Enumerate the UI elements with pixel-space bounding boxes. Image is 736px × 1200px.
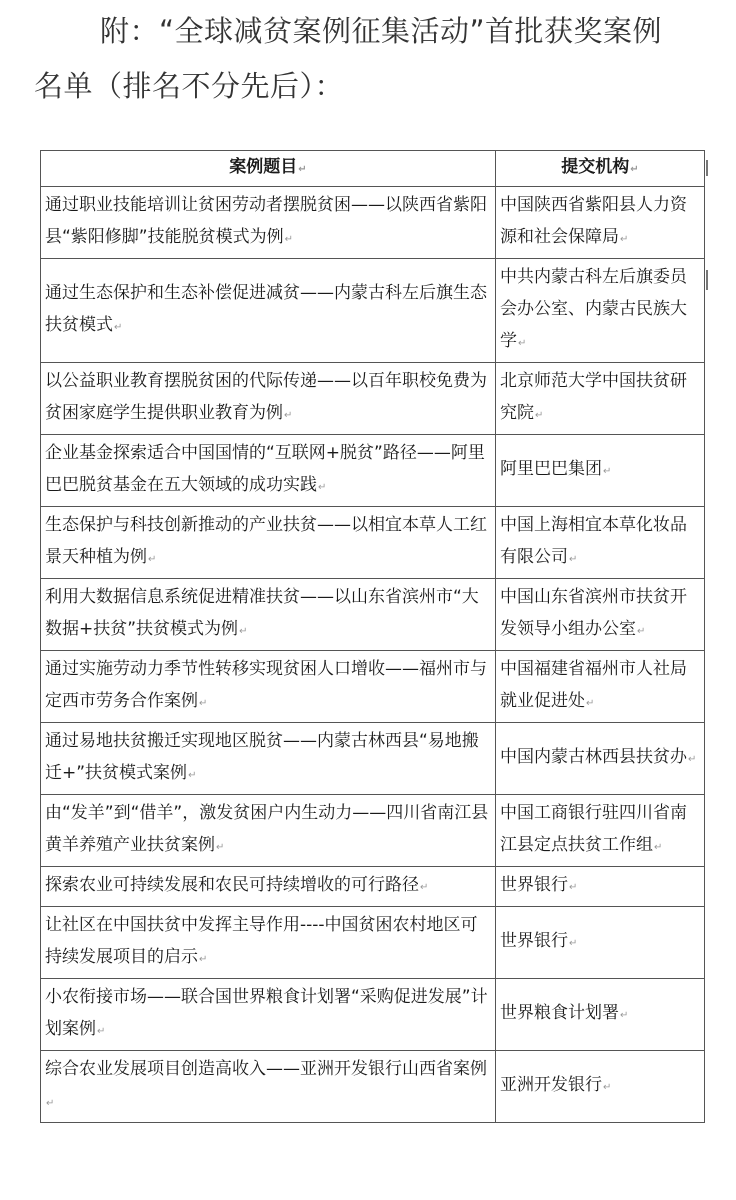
paragraph-mark-icon: ↵ bbox=[620, 1010, 629, 1021]
paragraph-mark-icon: ↵ bbox=[284, 234, 294, 245]
paragraph-mark-icon: ↵ bbox=[318, 482, 327, 493]
paragraph-mark-icon: ↵ bbox=[216, 842, 225, 853]
organization-cell bbox=[496, 435, 705, 507]
table-row bbox=[41, 1051, 705, 1123]
table-edge-mark bbox=[706, 270, 708, 290]
paragraph-mark-icon: ↵ bbox=[114, 322, 123, 333]
organization-cell-text: 中国上海相宜本草化妆品有限公司 bbox=[500, 515, 687, 567]
case-title-cell bbox=[41, 651, 496, 723]
organization-cell bbox=[496, 579, 705, 651]
case-title-cell-text: 通过实施劳动力季节性转移实现贫困人口增收——福州市与定西市劳务合作案例 bbox=[45, 659, 487, 711]
organization-cell bbox=[496, 979, 705, 1051]
paragraph-mark-icon: ↵ bbox=[97, 1026, 106, 1037]
table-header-row bbox=[41, 151, 705, 187]
case-title-cell bbox=[41, 187, 496, 259]
column-header-organization bbox=[496, 151, 705, 187]
table-row bbox=[41, 363, 705, 435]
table-row bbox=[41, 435, 705, 507]
organization-cell bbox=[496, 1051, 705, 1123]
table-row bbox=[41, 579, 705, 651]
case-title-cell-text: 通过生态保护和生态补偿促进减贫——内蒙古科左后旗生态扶贫模式 bbox=[45, 283, 487, 335]
table-row bbox=[41, 259, 705, 363]
organization-cell-text: 中国福建省福州市人社局就业促进处 bbox=[500, 659, 687, 711]
case-title-cell-text: 由“发羊”到“借羊”，激发贫困户内生动力——四川省南江县黄羊养殖产业扶贫案例 bbox=[45, 803, 489, 855]
header-text: 案例题目 bbox=[229, 157, 298, 177]
paragraph-mark-icon: ↵ bbox=[46, 1098, 55, 1109]
paragraph-mark-icon: ↵ bbox=[535, 410, 544, 421]
paragraph-mark-icon: ↵ bbox=[637, 626, 646, 637]
case-title-cell-text: 探索农业可持续发展和农民可持续增收的可行路径 bbox=[45, 875, 419, 895]
organization-cell-text: 阿里巴巴集团 bbox=[500, 459, 602, 479]
paragraph-mark-icon: ↵ bbox=[569, 882, 578, 893]
table-row bbox=[41, 907, 705, 979]
organization-cell bbox=[496, 507, 705, 579]
organization-cell-text: 世界银行 bbox=[500, 875, 568, 895]
table-row bbox=[41, 795, 705, 867]
organization-cell bbox=[496, 651, 705, 723]
table-body bbox=[41, 187, 705, 1123]
table-row bbox=[41, 723, 705, 795]
case-title-cell bbox=[41, 723, 496, 795]
case-title-cell bbox=[41, 363, 496, 435]
organization-cell-text: 中国工商银行驻四川省南江县定点扶贫工作组 bbox=[500, 803, 687, 855]
paragraph-mark-icon: ↵ bbox=[284, 410, 293, 421]
paragraph-mark-icon: ↵ bbox=[603, 1082, 612, 1093]
organization-cell-text: 亚洲开发银行 bbox=[500, 1075, 602, 1095]
paragraph-mark-icon: ↵ bbox=[148, 554, 157, 565]
heading-line-2: 名单（排名不分先后）： bbox=[34, 69, 345, 103]
paragraph-mark-icon: ↵ bbox=[239, 626, 248, 637]
table-row bbox=[41, 979, 705, 1051]
case-title-cell-text: 以公益职业教育摆脱贫困的代际传递——以百年职校免费为贫困家庭学生提供职业教育为例 bbox=[45, 371, 487, 423]
column-header-case-title bbox=[41, 151, 496, 187]
organization-cell bbox=[496, 723, 705, 795]
case-title-cell bbox=[41, 579, 496, 651]
organization-cell bbox=[496, 363, 705, 435]
case-title-cell bbox=[41, 907, 496, 979]
organization-cell-text: 中共内蒙古科左后旗委员会办公室、内蒙古民族大学 bbox=[500, 267, 687, 351]
case-title-cell bbox=[41, 259, 496, 363]
case-title-cell-text: 生态保护与科技创新推动的产业扶贫——以相宜本草人工红景天种植为例 bbox=[45, 515, 487, 567]
paragraph-mark-icon: ↵ bbox=[654, 842, 663, 853]
paragraph-mark-icon: ↵ bbox=[298, 164, 307, 175]
paragraph-mark-icon: ↵ bbox=[630, 164, 639, 175]
case-title-cell-text: 让社区在中国扶贫中发挥主导作用----中国贫困农村地区可持续发展项目的启示 bbox=[45, 915, 478, 967]
case-title-cell bbox=[41, 867, 496, 907]
organization-cell bbox=[496, 187, 705, 259]
paragraph-mark-icon: ↵ bbox=[199, 698, 208, 709]
case-title-cell bbox=[41, 435, 496, 507]
organization-cell-text: 中国山东省滨州市扶贫开发领导小组办公室 bbox=[500, 587, 687, 639]
case-title-cell bbox=[41, 507, 496, 579]
paragraph-mark-icon: ↵ bbox=[569, 554, 578, 565]
page-heading bbox=[34, 4, 724, 114]
organization-cell-text: 北京师范大学中国扶贫研究院 bbox=[500, 371, 687, 423]
case-title-cell bbox=[41, 1051, 496, 1123]
case-title-cell bbox=[41, 979, 496, 1051]
paragraph-mark-icon: ↵ bbox=[420, 882, 429, 893]
case-title-cell-text: 通过职业技能培训让贫困劳动者摆脱贫困——以陕西省紫阳县“紫阳修脚”技能脱贫模式为例 bbox=[45, 195, 487, 247]
organization-cell-text: 世界银行 bbox=[500, 931, 568, 951]
case-title-cell-text: 小农衔接市场——联合国世界粮食计划署“采购促进发展”计划案例 bbox=[45, 987, 488, 1039]
paragraph-mark-icon: ↵ bbox=[586, 698, 595, 709]
award-cases-table bbox=[40, 150, 705, 1123]
paragraph-mark-icon: ↵ bbox=[199, 954, 208, 965]
paragraph-mark-icon: ↵ bbox=[688, 754, 697, 765]
case-title-cell-text: 利用大数据信息系统促进精准扶贫——以山东省滨州市“大数据+扶贫”扶贫模式为例 bbox=[45, 587, 479, 639]
paragraph-mark-icon: ↵ bbox=[569, 938, 578, 949]
paragraph-mark-icon: ↵ bbox=[518, 338, 527, 349]
paragraph-mark-icon: ↵ bbox=[603, 466, 612, 477]
table-row bbox=[41, 507, 705, 579]
organization-cell bbox=[496, 907, 705, 979]
table-row bbox=[41, 187, 705, 259]
header-text: 提交机构 bbox=[561, 157, 630, 177]
organization-cell-text: 世界粮食计划署 bbox=[500, 1003, 619, 1023]
case-title-cell-text: 企业基金探索适合中国国情的“互联网+脱贫”路径——阿里巴巴脱贫基金在五大领域的成功实践 bbox=[45, 443, 485, 495]
organization-cell bbox=[496, 795, 705, 867]
paragraph-mark-icon: ↵ bbox=[620, 234, 629, 245]
organization-cell bbox=[496, 867, 705, 907]
case-title-cell-text: 通过易地扶贫搬迁实现地区脱贫——内蒙古林西县“易地搬迁+”扶贫模式案例 bbox=[45, 731, 479, 783]
organization-cell-text: 中国内蒙古林西县扶贫办 bbox=[500, 747, 687, 767]
table-row bbox=[41, 651, 705, 723]
case-title-cell-text: 综合农业发展项目创造高收入——亚洲开发银行山西省案例 bbox=[45, 1059, 487, 1079]
organization-cell bbox=[496, 259, 705, 363]
case-title-cell bbox=[41, 795, 496, 867]
heading-line-1: 附：“全球减贫案例征集活动”首批获奖案例 bbox=[100, 14, 663, 48]
organization-cell-text: 中国陕西省紫阳县人力资源和社会保障局 bbox=[500, 195, 687, 247]
table-row bbox=[41, 867, 705, 907]
table-edge-mark bbox=[706, 160, 708, 176]
paragraph-mark-icon: ↵ bbox=[188, 770, 197, 781]
